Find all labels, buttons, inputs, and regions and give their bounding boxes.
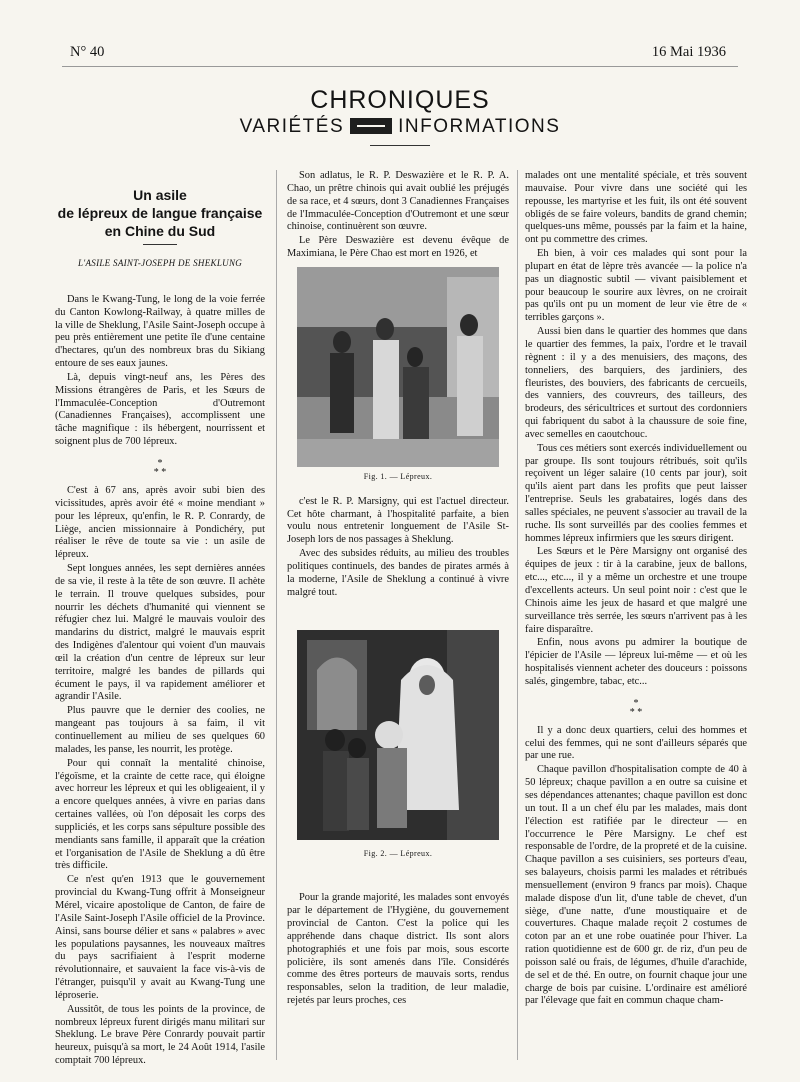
paragraph: malades ont une mentalité spéciale, et très souvent mauvaise. Pour vivre dans une société qui les repousse, les martyrise et les fuit, ils ont été souvent obligés de se faire voleurs, bandits de grand chemin; quelques-uns même, poussés par la faim et la haine, ont pu commettre des crimes. — [525, 170, 747, 246]
section-varietes: VARIÉTÉS — [239, 116, 345, 137]
title-separator — [143, 244, 177, 245]
article-title — [55, 186, 265, 240]
paragraph: Chaque pavillon d'hospitalisation compte de 40 à 50 lépreux; chaque pavillon a en outre sa cuisine et ses dépendances attenantes; chaque pavillon est donc un tout. Il a un chef élu par les malades, mais dont l'élection est ratifiée par le directeur — en l'occurrence le Père Marsigny. Le chef est responsable de l'ordre, de la propreté et de la cuisine. Chaque pavillon a ses cuisiniers, ses porteurs d'eau, ses balayeurs, choisis parmi les malades et rétribués mensuellement (environ 9 francs par mois). Chaque malade dispose d'un lit, d'une table de chevet, d'un siège, d'une natte, d'une moustiquaire et de couvertures. Chaque malade reçoit 2 costumes de coton par an et une robe ouatinée pour l'hiver. La ration quotidienne est de 600 gr. de riz, d'un peu de poisson salé ou frais, de légumes, d'huile d'arachide, de sel et de thé. En outre, on fournit chaque jour une charge de bois par cuisine. L'ordinaire est amélioré par l'élevage que fait en commun chaque cham- — [525, 764, 747, 1007]
issue-number: N° 40 — [70, 44, 105, 60]
column-rule-1 — [276, 170, 277, 1060]
paragraph: Les Sœurs et le Père Marsigny ont organisé des équipes de jeux : tir à la carabine, jeux de ballons, etc..., etc..., il y a même un orchestre et une troupe d'excellents acteurs. Un seul point noir : c'est que le Chinois aime les jeux de hasard et que malgré une surveillance très serrée, les sœurs n'arrivent pas à les faire disparaître. — [525, 546, 747, 635]
column-3 — [525, 170, 747, 1009]
lepers-group-photo — [297, 267, 499, 467]
asterism: * * * — [153, 457, 167, 478]
column-rule-2 — [517, 170, 518, 1060]
paragraph: Son adlatus, le R. P. Deswazière et le R. P. A. Chao, un prêtre chinois qui avait oublié les préjugés de sa race, et 4 sœurs, dont 3 Canadiennes Françaises de l'Immaculée-Conception d'Outremont et une sœur chinoise, continuèrent son œuvre. — [287, 170, 509, 233]
column-1 — [55, 180, 265, 1069]
paragraph: Le Père Deswazière est devenu évêque de Maximiana, le Père Chao est mort en 1926, et — [287, 235, 509, 260]
ornament-icon — [350, 118, 392, 134]
sisters-lepers-photo — [297, 630, 499, 840]
paragraph: Eh bien, à voir ces malades qui sont pour la plupart en état de lèpre très avancée — la police n'a pas un diagnostic subtil — vivant paisiblement et pour beaucoup le sourire aux lèvres, on ne croirait pas qu'ils ont pu un moment de leur vie être de « terribles garçons ». — [525, 248, 747, 324]
figure-caption: Fig. 2. — Lépreux. — [363, 848, 433, 858]
header-rule — [62, 66, 738, 67]
paragraph: Tous ces métiers sont exercés individuellement ou par groupe. Ils sont toujours rétribués, soit qu'ils reçoivent un léger salaire (10 cents par jour), soit qu'ils aient part dans les profits que peut laisser l'entreprise. Seuls les grabataires, logés dans des salles spéciales, ne peuvent s'associer au travail de la ruche. Ils sont surveillés par des coolies femmes et hommes lépreux infirmiers que les sœurs dirigent. — [525, 442, 747, 544]
paragraph: Ce n'est qu'en 1913 que le gouvernement provincial du Kwang-Tung offrit à Monseigneur Mérel, vicaire apostolique de Canton, de faire de l'Asile Saint-Joseph l'Asile officiel de la Province. Ainsi, sans bourse délier et sans « palabres » avec les populations paysannes, les nouveaux maîtres du pays sacrifiaient à l'esprit moderne révolutionnaire, et sauvaient la face vis-à-vis de l'étranger, puisqu'il y avait au Kwang-Tung une léproserie. — [55, 874, 265, 1001]
section-subtitle — [0, 116, 800, 138]
article-title-line: en Chine du Sud — [104, 223, 216, 239]
paragraph: Dans le Kwang-Tung, le long de la voie ferrée du Canton Kowlong-Railway, à quatre milles de la ville de Sheklung, l'Asile Saint-Joseph occupe à peu près entièrement une petite île d'une centaine d'hectares, qu'un des nombreux bras du Sikiang entoure de ses eaux jaunes. — [55, 293, 265, 370]
title-rule — [370, 145, 430, 146]
article-title-line: Un asile — [133, 187, 187, 203]
paragraph: Plus pauvre que le dernier des coolies, ne mangeant pas toujours à sa faim, il vit continuellement au milieu de ses quelques 60 malades, les panse, les nourrit, les protège. — [55, 705, 265, 755]
paragraph: Avec des subsides réduits, au milieu des troubles politiques continuels, des bandes de pirates armés à la moderne, l'Asile de Sheklung a continué à vivre malgré tout. — [287, 548, 509, 598]
article-subtitle: L'ASILE SAINT-JOSEPH DE SHEKLUNG — [77, 258, 243, 268]
paragraph: Il y a donc deux quartiers, celui des hommes et celui des femmes, qui ne sont d'ailleurs séparés que par une rue. — [525, 724, 747, 762]
asterism: * * * — [629, 697, 643, 718]
section-informations: INFORMATIONS — [398, 116, 561, 137]
paragraph: Là, depuis vingt-neuf ans, les Pères des Missions étrangères de Paris, et les Sœurs de l'Immaculée-Conception d'Outremont (Canadiennes Françaises), accomplissent une tâche magnifique : ils hébergent, nourrissent et soignent plus de 700 lépreux. — [55, 371, 265, 448]
column-2 — [287, 170, 509, 1009]
paragraph: Sept longues années, les sept dernières années de sa vie, il reste à la tête de son œuvre. Il achète le terrain. Il trouve quelques subsides, pour nourrir les déchets d'humanité qui viennent se réfugier chez lui. Malgré le mauvais vouloir des mandarins du district, malgré le mauvais esprit des Indigènes d'alentour qui voient d'un mauvais œil la création d'un centre de lépreux sur leur territoire, malgré les bandes de pillards qui écument le pays, il va rapidement améliorer et agrandir l'Asile. — [55, 563, 265, 703]
paragraph: Pour qui connaît la mentalité chinoise, l'égoïsme, et la crainte de cette race, qui éloigne avec horreur les lépreux et qui les obligeaient, il y a encore quelques années, à vivre en parias dans certaines vallées, où l'on déposait les corps des suppliciés, et les corps sans sépulture possible des mendiants sans famille, il apparaît que la création et l'organisation de l'Asile de Sheklung a dû être très difficile. — [55, 757, 265, 872]
issue-date: 16 Mai 1936 — [651, 44, 726, 60]
paragraph: Enfin, nous avons pu admirer la boutique de l'épicier de l'Asile — lépreux lui-même — et où les hospitalisés viennent acheter des douceurs : poissons salés, gingembre, tabac, etc... — [525, 637, 747, 687]
paragraph: Aussi bien dans le quartier des hommes que dans le quartier des femmes, la paix, l'ordre et le travail règnent : il y a des menuisiers, des maçons, des tonneliers, des barquiers, des jardiniers, des fleuristes, des bouviers, des fabricants de cercueils, des vanniers, des couvreurs, des tailleurs, des brodeurs, des séricultrices et surtout des cordonniers qui fabriquent du sabot à la chaussure de soie fine, avec semelles en caoutchouc. — [525, 326, 747, 440]
paragraph: Aussitôt, de tous les points de la province, de nombreux lépreux furent dirigés manu militari sur Sheklung. Le brave Père Conrardy pouvait partir heureux, puisqu'à sa mort, le 24 Août 1914, l'asile comptait 700 lépreux. — [55, 1003, 265, 1067]
figure-caption: Fig. 1. — Lépreux. — [363, 471, 433, 481]
paragraph: C'est à 67 ans, après avoir subi bien des vicissitudes, après avoir été « moine mendiant » pour les lépreux, qu'enfin, le R. P. Conrardy, de Liège, ancien missionnaire à Pondichéry, put réaliser le rêve de toute sa vie : un asile de lépreux. — [55, 484, 265, 561]
paragraph: c'est le R. P. Marsigny, qui est l'actuel directeur. Cet hôte charmant, à l'hospitalité parfaite, a bien voulu nous entretenir longuement de l'Asile St-Joseph lors de nos passages à Sheklung. — [287, 495, 509, 546]
article-title-line: de lépreux de langue française — [57, 205, 263, 221]
photo-figure-1 — [297, 267, 499, 467]
section-title: CHRONIQUES — [310, 86, 490, 114]
photo-figure-2 — [297, 630, 499, 840]
paragraph: Pour la grande majorité, les malades sont envoyés par le département de l'Hygiène, du gouvernement provincial de Canton. C'est la police qui les appréhende dans chaque district. Ils sont alors photographiés et une fois par mois, sous escorte policière, ils sont amenés dans l'île. Considérés comme des êtres porteurs de mauvais sorts, rendus responsables, selon la tradition, de leur maladie, rejetés par leurs proches, ces — [287, 892, 509, 1007]
